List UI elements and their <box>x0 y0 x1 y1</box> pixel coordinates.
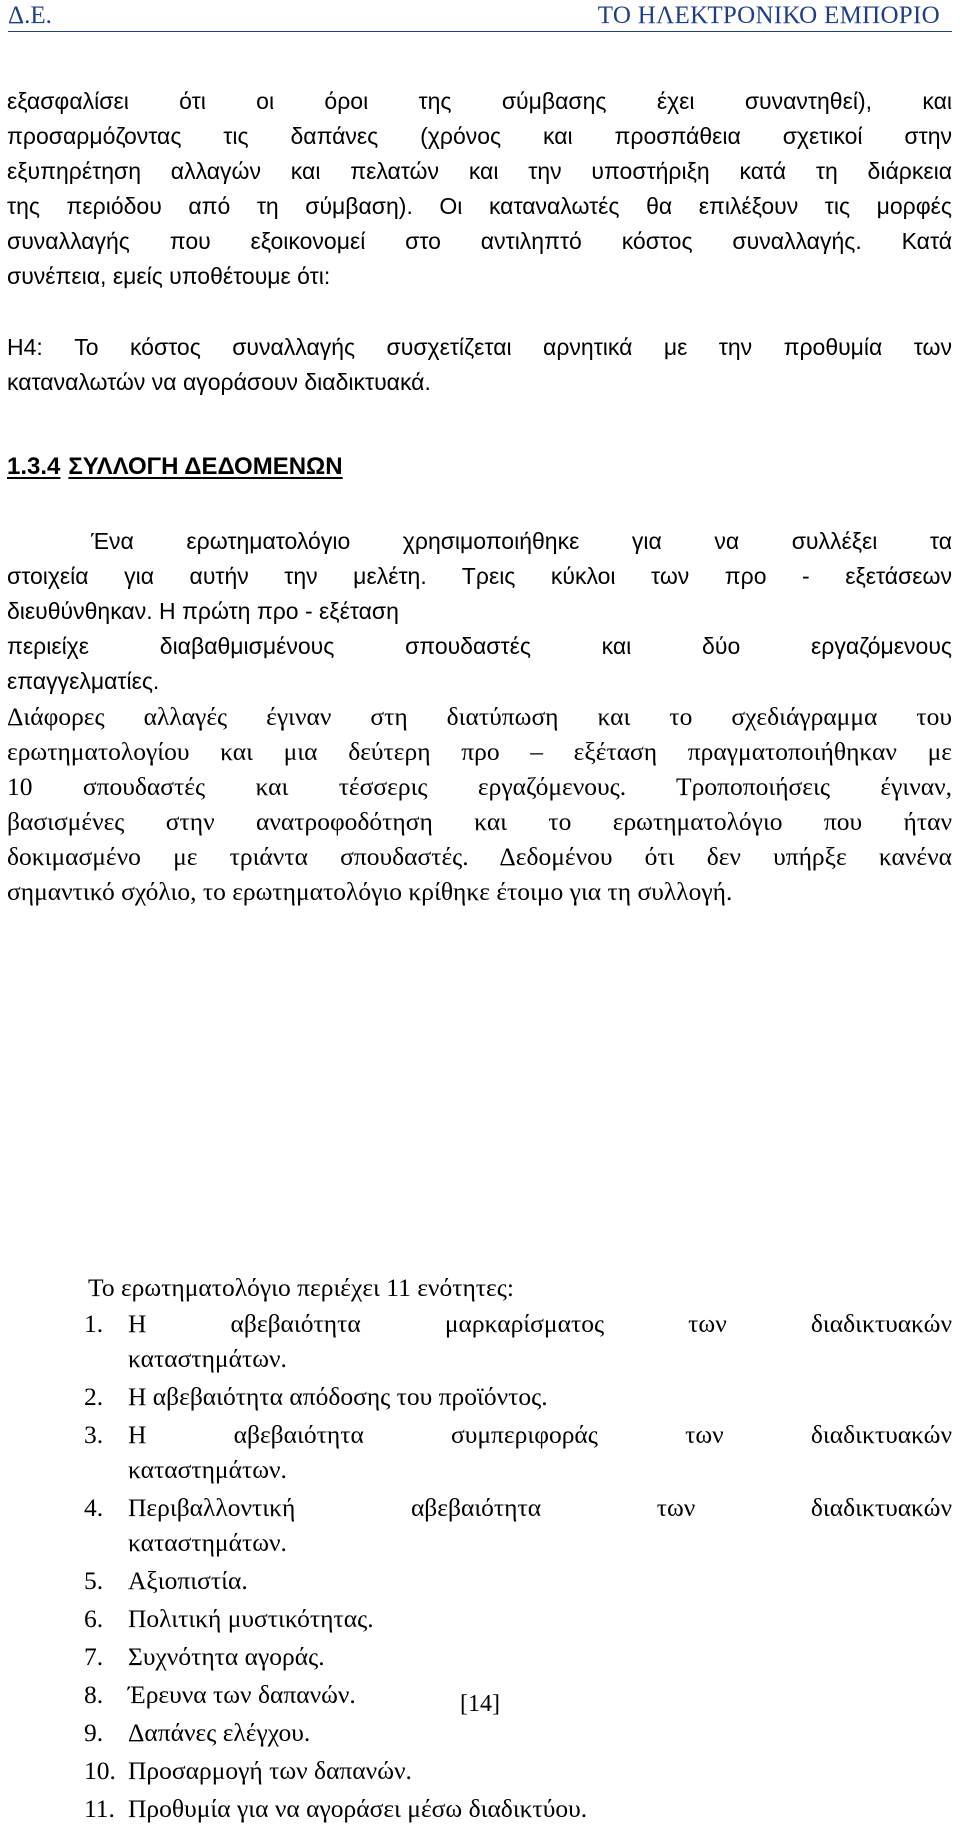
text-line: δοκιμασμένο με τριάντα σπουδαστές. Δεδομένου ότι δεν υπήρξε κανένα <box>7 842 952 871</box>
list-item-number: 1. <box>84 1309 104 1338</box>
text-line: H4: Το κόστος συναλλαγής συσχετίζεται αρνητικά με την προθυμία των <box>7 334 952 360</box>
text-line: Διάφορες αλλαγές έγιναν στη διατύπωση και το σχεδιάγραμμα του <box>7 702 952 731</box>
hypothesis-h4 <box>7 330 952 400</box>
list-item <box>84 1306 952 1376</box>
list-item-number: 10. <box>84 1756 116 1785</box>
list-item <box>84 1715 952 1750</box>
text-line: εξασφαλίσει ότι οι όροι της σύμβασης έχει συναντηθεί), και <box>7 88 952 114</box>
list-item-text: Η αβεβαιότητα μαρκαρίσματος των διαδικτυακών <box>128 1309 952 1338</box>
text-line: στοιχεία για αυτήν την μελέτη. Τρεις κύκλοι των προ - εξετάσεων <box>7 563 952 589</box>
list-item-text: Συχνότητα αγοράς. <box>128 1642 325 1671</box>
list-item-text: Προθυμία για να αγοράσει μέσω διαδικτύου. <box>128 1794 588 1823</box>
text-line: 10 σπουδαστές και τέσσερις εργαζόμενους. Τροποποιήσεις έγιναν, <box>7 772 952 801</box>
text-line: εξυπηρέτηση αλλαγών και πελατών και την υποστήριξη κατά τη διάρκεια <box>7 158 952 184</box>
text-line: περιείχε διαβαθμισμένους σπουδαστές και δύο εργαζόμενους <box>7 633 952 659</box>
list-item <box>84 1639 952 1674</box>
list-item-number: 9. <box>84 1718 104 1747</box>
list-item <box>84 1490 952 1560</box>
text-line: σημαντικό σχόλιο, το ερωτηματολόγιο κρίθηκε έτοιμο για τη συλλογή. <box>7 877 733 906</box>
list-item-text: καταστημάτων. <box>128 1528 287 1557</box>
sections-list <box>84 1306 952 1826</box>
list-item <box>84 1379 952 1414</box>
text-line: ερωτηματολογίου και μια δεύτερη προ – εξέταση πραγματοποιήθηκαν με <box>7 737 952 766</box>
list-item-text: Η αβεβαιότητα συμπεριφοράς των διαδικτυακών <box>128 1420 952 1449</box>
text-line: καταναλωτών να αγοράσουν διαδικτυακά. <box>7 369 431 395</box>
text-line: διευθύνθηκαν. Η πρώτη προ - εξέταση <box>7 598 399 624</box>
list-item-text: καταστημάτων. <box>128 1455 287 1484</box>
list-item-text: Προσαρμογή των δαπανών. <box>128 1756 412 1785</box>
page-number: [14] <box>460 1691 500 1717</box>
list-item <box>84 1791 952 1826</box>
section-heading <box>7 453 343 481</box>
list-item-text: Δαπάνες ελέγχου. <box>128 1718 311 1747</box>
list-item-number: 8. <box>84 1680 104 1709</box>
list-item-text: Η αβεβαιότητα απόδοσης του προϊόντος. <box>128 1382 548 1411</box>
list-item <box>84 1417 952 1487</box>
list-item-number: 6. <box>84 1604 104 1633</box>
text-line: συναλλαγής που εξοικονομεί στο αντιληπτό κόστος συναλλαγής. Κατά <box>7 228 952 254</box>
text-line: συνέπεια, εμείς υποθέτουμε ότι: <box>7 263 331 289</box>
list-item-text: Έρευνα των δαπανών. <box>128 1680 356 1709</box>
section-title: ΣΥΛΛΟΓΗ ΔΕΔΟΜΕΝΩΝ <box>68 453 343 480</box>
list-item <box>84 1753 952 1788</box>
list-item <box>84 1563 952 1598</box>
paragraph-data-collection <box>7 524 952 909</box>
text-line: προσαρμόζοντας τις δαπάνες (χρόνος και προσπάθεια σχετικοί στην <box>7 123 952 149</box>
section-number: 1.3.4 <box>7 453 61 480</box>
text-line: Ένα ερωτηματολόγιο χρησιμοποιήθηκε για να συλλέξει τα <box>91 528 952 554</box>
header-title: ΤΟ ΗΛΕΚΤΡΟΝΙΚΟ ΕΜΠΟΡΙΟ <box>597 2 940 29</box>
list-item-text: Αξιοπιστία. <box>128 1566 248 1595</box>
list-item-number: 5. <box>84 1566 104 1595</box>
running-header <box>8 0 952 32</box>
header-author: Δ.Ε. <box>8 2 52 29</box>
list-item-text: Πολιτική μυστικότητας. <box>128 1604 374 1633</box>
text-line: επαγγελματίες. <box>7 668 160 694</box>
list-item-number: 3. <box>84 1420 104 1449</box>
list-item-number: 11. <box>84 1794 115 1823</box>
list-item-text: Περιβαλλοντική αβεβαιότητα των διαδικτυακών <box>128 1493 952 1522</box>
list-item-number: 2. <box>84 1382 104 1411</box>
text-line: της περιόδου από τη σύμβαση). Οι καταναλωτές θα επιλέξουν τις μορφές <box>7 193 952 219</box>
list-item-number: 4. <box>84 1493 104 1522</box>
list-intro: Το ερωτηματολόγιο περιέχει 11 ενότητες: <box>88 1273 514 1302</box>
list-item-text: καταστημάτων. <box>128 1344 287 1373</box>
paragraph-1 <box>7 84 952 294</box>
header-rule <box>8 31 952 32</box>
list-item-number: 7. <box>84 1642 104 1671</box>
text-line: βασισμένες στην ανατροφοδότηση και το ερωτηματολόγιο που ήταν <box>7 807 952 836</box>
list-item <box>84 1601 952 1636</box>
